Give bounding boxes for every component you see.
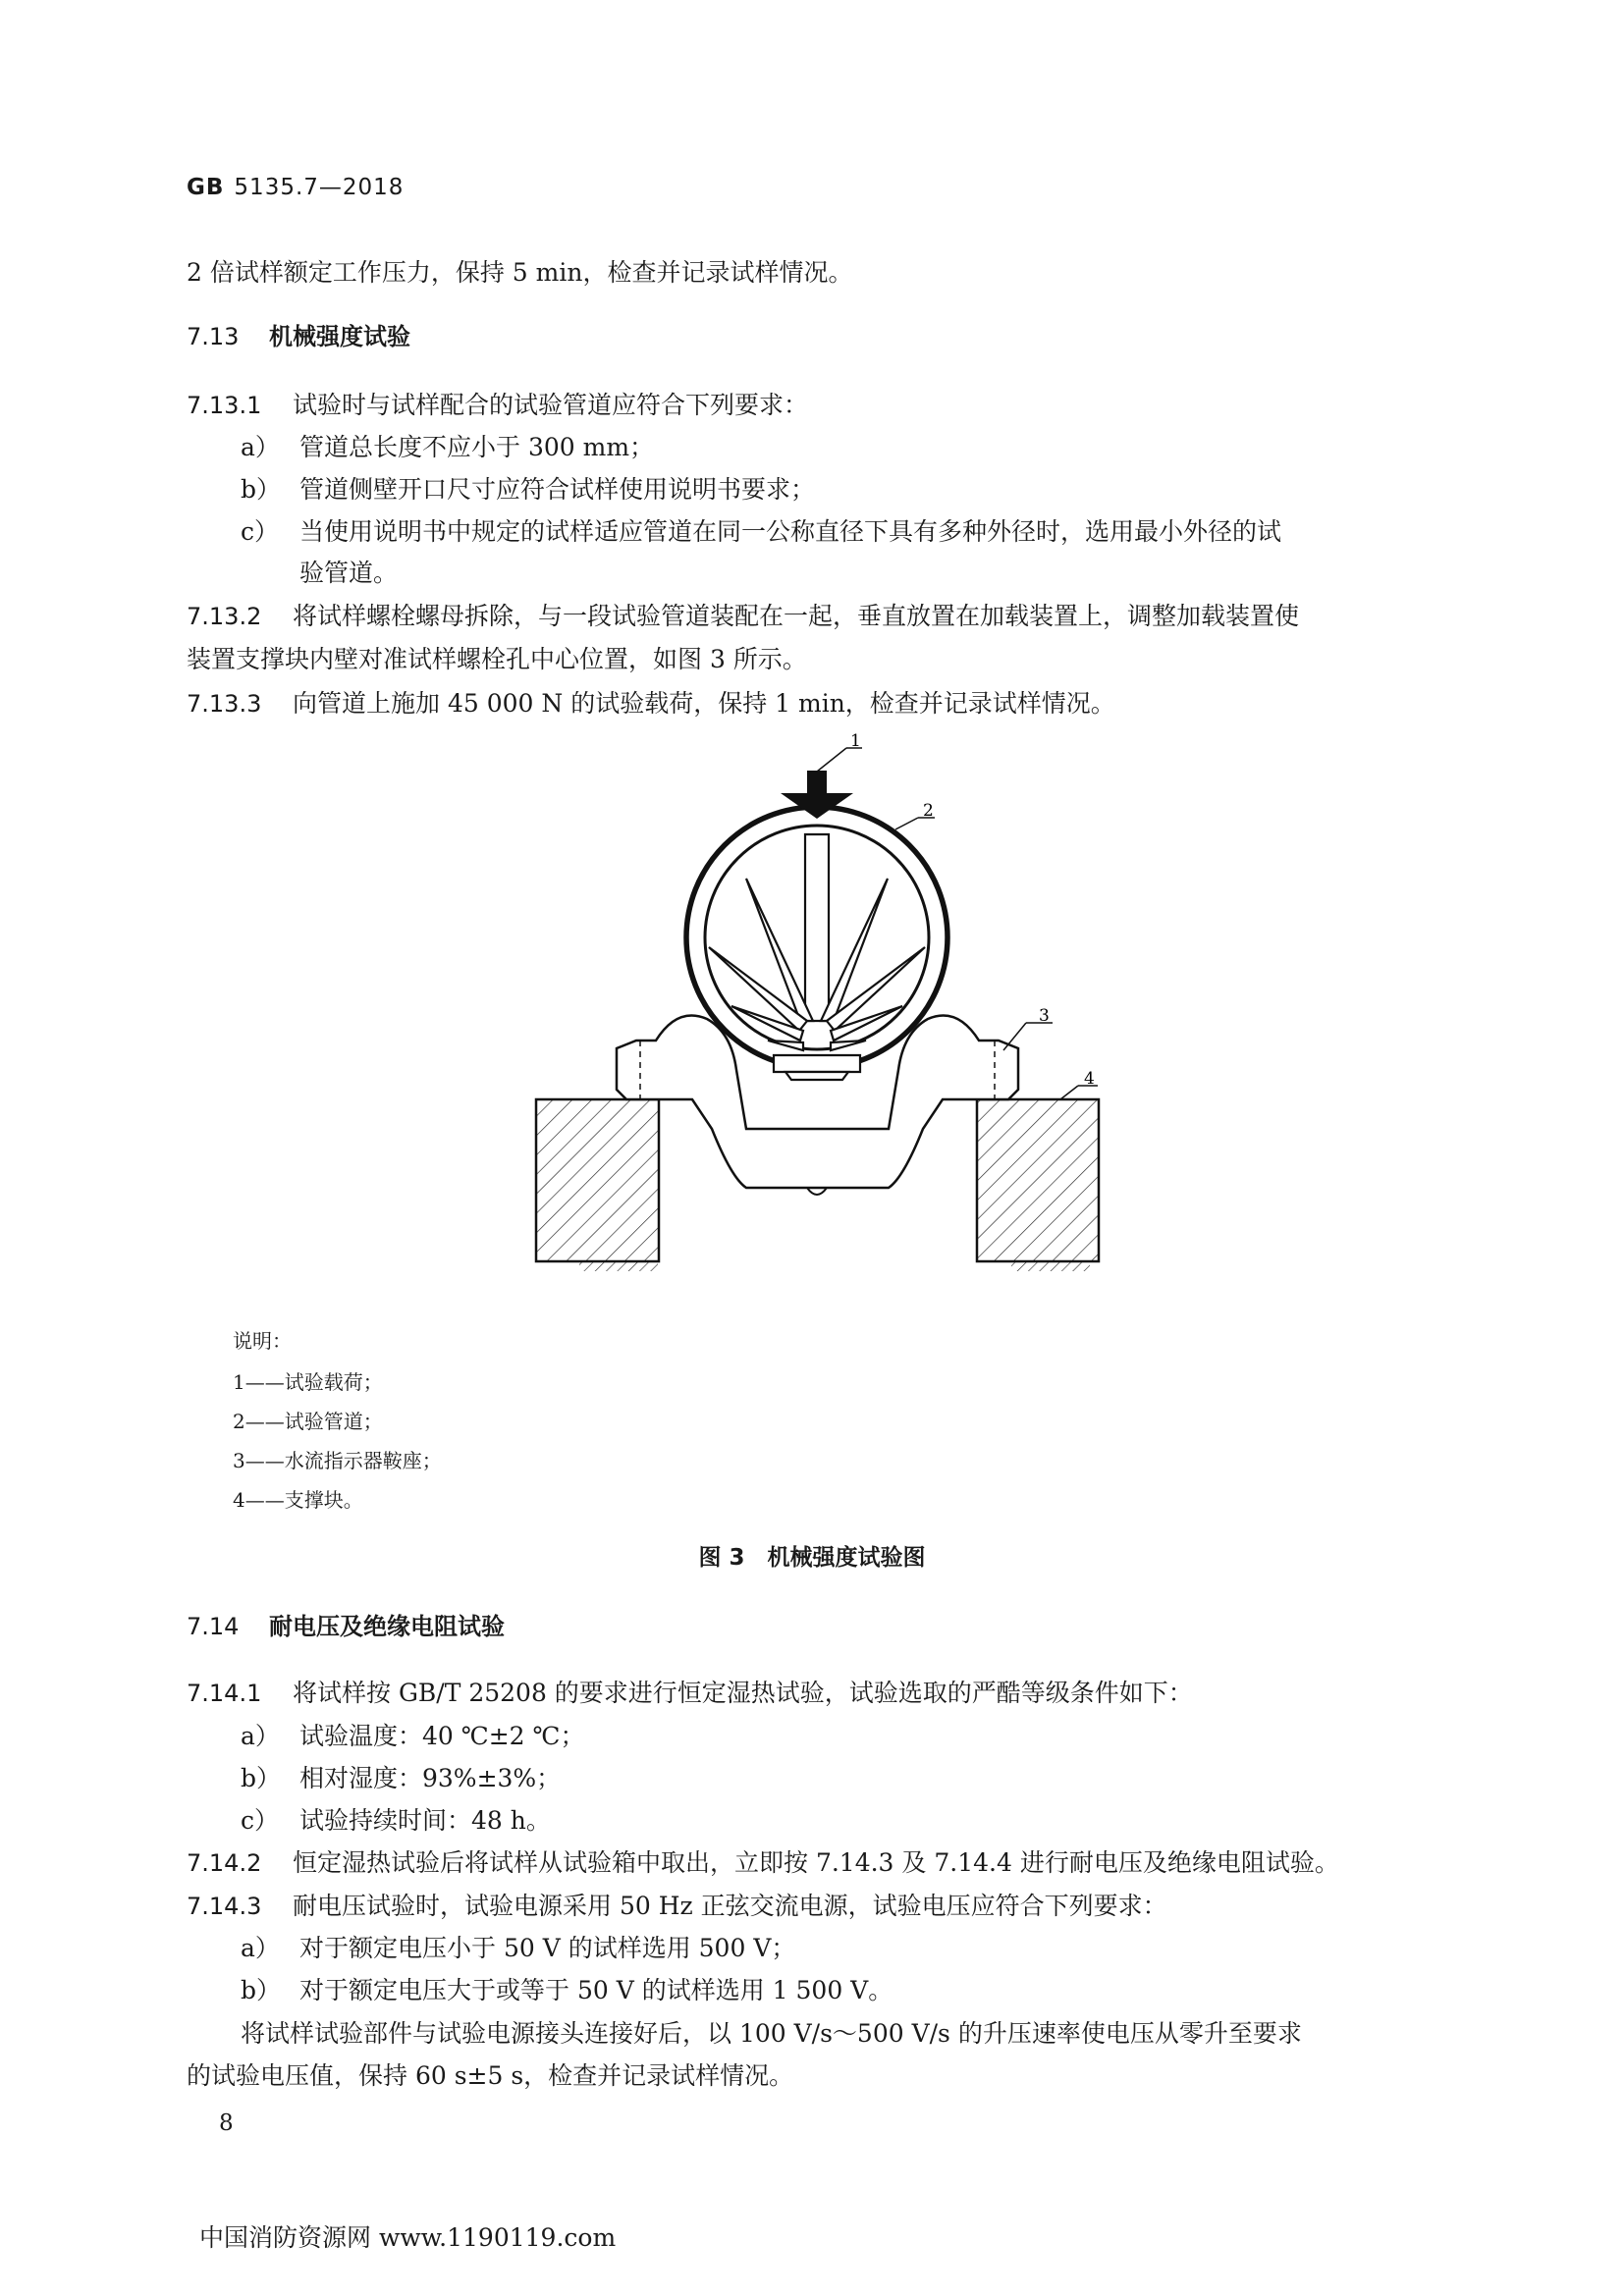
clause-text: 将试样螺栓螺母拆除，与一段试验管道装配在一起，垂直放置在加载装置上，调整加载装置使 <box>293 602 1300 630</box>
clause-text: 试验时与试样配合的试验管道应符合下列要求： <box>293 391 809 419</box>
item-text: 对于额定电压小于 50 V 的试样选用 500 V； <box>299 1934 796 1962</box>
clause-7-13-1 <box>187 386 808 421</box>
legend-item: 3——水流指示器鞍座； <box>233 1449 442 1472</box>
standard-code <box>187 175 404 200</box>
item-text: 验管道。 <box>299 559 399 587</box>
clause-7-13-3 <box>187 684 1115 720</box>
paragraph-line: 将试样试验部件与试验电源接头连接好后，以 100 V/s～500 V/s 的升压速率使电压从零升至要求 <box>241 2019 1302 2048</box>
item-mark: b） <box>241 475 282 504</box>
item-mark: a） <box>241 1934 280 1962</box>
clause-number: 7.14.3 <box>187 1893 262 1920</box>
paragraph-line: 的试验电压值，保持 60 s±5 s，检查并记录试样情况。 <box>187 2061 794 2090</box>
section-heading-7-14 <box>187 1607 505 1641</box>
clause-number: 7.13.2 <box>187 603 262 630</box>
standard-number: 5135.7—2018 <box>234 175 405 200</box>
ground-mark-left <box>579 1261 658 1271</box>
support-block-left <box>536 1099 659 1261</box>
item-mark: c） <box>241 517 280 546</box>
callout-4: 4 <box>1084 1069 1095 1089</box>
list-item <box>241 428 654 463</box>
list-item <box>241 1929 795 1964</box>
section-number: 7.14 <box>187 1613 240 1640</box>
list-item <box>241 1759 561 1794</box>
item-text: 当使用说明书中规定的试样适应管道在同一公称直径下具有多种外径时，选用最小外径的试 <box>299 517 1282 546</box>
callout-3: 3 <box>1039 1006 1050 1026</box>
clause-7-13-2-continued: 装置支撑块内壁对准试样螺栓孔中心位置，如图 3 所示。 <box>187 645 807 673</box>
intro-line: 2 倍试样额定工作压力，保持 5 min，检查并记录试样情况。 <box>187 258 853 287</box>
clause-number: 7.13.1 <box>187 392 262 419</box>
support-block-right <box>977 1099 1099 1261</box>
legend-title: 说明： <box>233 1329 292 1353</box>
item-text: 试验持续时间：48 h。 <box>299 1806 551 1835</box>
mechanical-strength-test-figure <box>511 731 1139 1281</box>
list-item <box>241 1717 585 1752</box>
legend-item: 4——支撑块。 <box>233 1488 363 1512</box>
clause-text: 向管道上施加 45 000 N 的试验载荷，保持 1 min，检查并记录试样情况。 <box>293 689 1115 718</box>
clause-7-14-1 <box>187 1674 1193 1709</box>
page-number: 8 <box>219 2110 234 2136</box>
section-number: 7.13 <box>187 323 240 350</box>
item-mark: b） <box>241 1976 282 2004</box>
list-item <box>241 1801 551 1837</box>
list-item-continuation <box>241 554 398 589</box>
clause-number: 7.13.3 <box>187 690 262 718</box>
legend-item: 1——试验载荷； <box>233 1370 383 1394</box>
clause-7-14-2 <box>187 1843 1339 1879</box>
section-title: 耐电压及绝缘电阻试验 <box>269 1613 505 1640</box>
clause-text: 将试样按 GB/T 25208 的要求进行恒定湿热试验，试验选取的严酷等级条件如下： <box>293 1679 1193 1707</box>
item-text: 管道总长度不应小于 300 mm； <box>299 433 655 461</box>
item-mark: a） <box>241 1722 280 1750</box>
clause-7-14-3 <box>187 1887 1167 1922</box>
item-text: 相对湿度：93%±3%； <box>299 1764 562 1792</box>
callout-2: 2 <box>923 801 934 821</box>
ground-mark-right <box>1011 1261 1090 1271</box>
list-item <box>241 1971 893 2006</box>
list-item <box>241 512 1281 548</box>
standard-prefix: GB <box>187 175 225 200</box>
callout-1: 1 <box>850 731 861 751</box>
clause-7-13-2 <box>187 597 1299 632</box>
item-text: 试验温度：40 ℃±2 ℃； <box>299 1722 585 1750</box>
item-mark: a） <box>241 433 280 461</box>
legend-item: 2——试验管道； <box>233 1410 383 1433</box>
item-text: 对于额定电压大于或等于 50 V 的试样选用 1 500 V。 <box>299 1976 893 2004</box>
clause-text: 耐电压试验时，试验电源采用 50 Hz 正弦交流电源，试验电压应符合下列要求： <box>293 1892 1167 1920</box>
clause-text: 恒定湿热试验后将试样从试验箱中取出，立即按 7.14.3 及 7.14.4 进行耐电压及绝缘电阻试验。 <box>293 1848 1339 1877</box>
item-mark: c） <box>241 1806 280 1835</box>
footer-watermark: 中国消防资源网 www.1190119.com <box>199 2223 617 2252</box>
section-heading-7-13 <box>187 317 410 351</box>
clause-number: 7.14.1 <box>187 1680 262 1707</box>
section-title: 机械强度试验 <box>269 323 410 350</box>
figure-caption: 图 3 机械强度试验图 <box>698 1545 926 1571</box>
clause-number: 7.14.2 <box>187 1849 262 1877</box>
item-text: 管道侧壁开口尺寸应符合试样使用说明书要求； <box>299 475 816 504</box>
list-item <box>241 470 815 506</box>
item-mark: b） <box>241 1764 282 1792</box>
